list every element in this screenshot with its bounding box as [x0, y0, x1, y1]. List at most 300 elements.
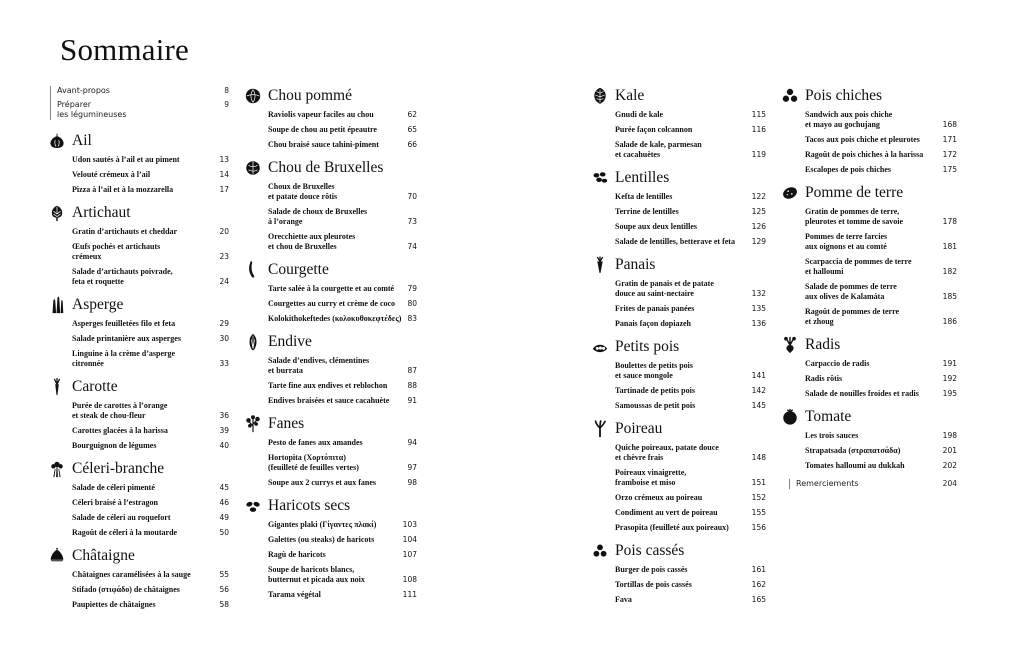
recipe-entry-title: Fava [615, 595, 632, 604]
recipe-entry-title: Salade de céleri pimenté [72, 483, 155, 492]
recipe-entry-title: Boulettes de petits pois et sauce mongole [615, 361, 693, 380]
recipe-entry-page-number: 111 [402, 590, 417, 599]
toc-section [47, 295, 229, 369]
section-heading [780, 407, 957, 427]
recipe-entry-title: Orecchiette aux pleurotes et chou de Bruxelles [268, 232, 356, 251]
section-heading [47, 295, 229, 315]
recipe-entry [615, 207, 766, 217]
section-name: Pois cassés [615, 542, 685, 559]
recipe-entry [268, 550, 417, 560]
recipe-entry [615, 304, 766, 314]
section-name: Asperge [72, 296, 124, 313]
section-name: Radis [805, 336, 841, 353]
recipe-entry-page-number: 201 [942, 446, 957, 455]
radish-icon [780, 335, 800, 355]
recipe-entry [268, 232, 417, 252]
recipe-entry-page-number: 45 [219, 483, 229, 492]
recipe-entry-title: Soupe aux deux lentilles [615, 222, 698, 231]
recipe-entry-title: Pommes de terre farcies aux oignons et au comté [805, 232, 888, 251]
recipe-entry-page-number: 202 [942, 461, 957, 470]
recipe-entry-page-number: 148 [751, 453, 766, 462]
peas-icon [590, 337, 610, 357]
front-matter-entry [57, 86, 229, 96]
recipe-entry-title: Gratin de panais et de patate douce au saint-nectaire [615, 279, 714, 298]
recipe-entry-page-number: 125 [751, 207, 766, 216]
recipe-entry-page-number: 129 [751, 237, 766, 246]
recipe-entry [268, 565, 417, 585]
recipe-entry-title: Tarte salée à la courgette et au comté [268, 284, 395, 293]
back-matter [789, 479, 957, 489]
front-matter-entry-page-number: 9 [224, 100, 229, 109]
recipe-entry [615, 192, 766, 202]
recipe-entry-title: Kefta de lentilles [615, 192, 673, 201]
section-name: Lentilles [615, 169, 670, 186]
recipe-entry [72, 185, 229, 195]
recipe-entry-page-number: 80 [407, 299, 417, 308]
recipe-entry-title: Ragù de haricots [268, 550, 326, 559]
recipe-entry [615, 493, 766, 503]
recipe-entry-page-number: 107 [402, 550, 417, 559]
recipe-entry-title: Salade de céleri au roquefort [72, 513, 171, 522]
recipe-entry-title: Salade de pommes de terre aux olives de Kalamáta [805, 282, 897, 301]
kale-icon [590, 86, 610, 106]
toc-section [47, 377, 229, 451]
back-matter-entry [796, 479, 957, 489]
recipe-entry-page-number: 135 [751, 304, 766, 313]
recipe-entry-page-number: 91 [407, 396, 417, 405]
recipe-entry [268, 125, 417, 135]
recipe-entry-title: Bourguignon de légumes [72, 441, 157, 450]
tomato-icon [780, 407, 800, 427]
celery-icon [47, 459, 67, 479]
recipe-entry [268, 438, 417, 448]
recipe-entry [268, 284, 417, 294]
front-matter-entry-page-number: 8 [224, 86, 229, 95]
recipe-entry-page-number: 151 [751, 478, 766, 487]
toc-section [590, 337, 766, 411]
recipe-entry-page-number: 161 [751, 565, 766, 574]
recipe-entry [615, 279, 766, 299]
toc-section [590, 541, 766, 605]
potato-icon [780, 183, 800, 203]
recipe-entry-title: Gnudi de kale [615, 110, 664, 119]
recipe-entry-title: Œufs pochés et artichauts crémeux [72, 242, 161, 261]
front-matter-entry-title: Préparer les légumineuses [57, 100, 127, 119]
section-heading [243, 158, 417, 178]
recipe-entry-page-number: 152 [751, 493, 766, 502]
toc-section [590, 255, 766, 329]
recipe-entry-title: Soupe de chou au petit épeautre [268, 125, 377, 134]
recipe-entry [615, 443, 766, 463]
recipe-entry-page-number: 66 [407, 140, 417, 149]
recipe-entry-title: Terrine de lentilles [615, 207, 679, 216]
recipe-entry-page-number: 168 [942, 120, 957, 129]
recipe-entry-title: Prasopita (feuilleté aux poireaux) [615, 523, 729, 532]
recipe-entry-title: Frites de panais panées [615, 304, 695, 313]
recipe-entry-title: Ragoût de pommes de terre et zhoug [805, 307, 900, 326]
recipe-entry-title: Strapatsada (στραπατσάδα) [805, 446, 901, 455]
recipe-entry-title: Ragoût de céleri à la moutarde [72, 528, 178, 537]
recipe-entry-page-number: 83 [407, 314, 417, 323]
recipe-entry-title: Quiche poireaux, patate douce et chèvre frais [615, 443, 719, 462]
section-heading [243, 260, 417, 280]
recipe-entry [268, 396, 417, 406]
recipe-entry-title: Kolokithokeftedes (κολοκυθοκεφτέδες) [268, 314, 402, 323]
recipe-entry-title: Linguine à la crème d’asperge citronnée [72, 349, 176, 368]
toc-column-1 [47, 86, 229, 618]
recipe-entry [615, 580, 766, 590]
recipe-entry-page-number: 39 [219, 426, 229, 435]
recipe-entry [615, 565, 766, 575]
recipe-entry-title: Scarpaccia de pommes de terre et halloumi [805, 257, 912, 276]
section-heading [590, 168, 766, 188]
section-name: Fanes [268, 415, 305, 432]
toc-section [780, 407, 957, 471]
recipe-entry [268, 381, 417, 391]
recipe-entry-page-number: 136 [751, 319, 766, 328]
recipe-entry [805, 389, 957, 399]
recipe-entry-title: Tomates halloumi au dukkah [805, 461, 905, 470]
section-heading [47, 131, 229, 151]
recipe-entry [72, 334, 229, 344]
carrot-icon [47, 377, 67, 397]
recipe-entry-title: Samoussas de petit pois [615, 401, 696, 410]
recipe-entry-page-number: 186 [942, 317, 957, 326]
recipe-entry [805, 150, 957, 160]
recipe-entry-page-number: 50 [219, 528, 229, 537]
recipe-entry [805, 374, 957, 384]
recipe-entry-page-number: 98 [407, 478, 417, 487]
recipe-entry-page-number: 132 [751, 289, 766, 298]
recipe-entry [615, 401, 766, 411]
toc-section [243, 414, 417, 488]
toc-section [243, 496, 417, 600]
toc-section [780, 335, 957, 399]
recipe-entry-title: Salade de kale, parmesan et cacahuètes [615, 140, 702, 159]
recipe-entry-title: Salade printanière aux asperges [72, 334, 181, 343]
recipe-entry [615, 361, 766, 381]
recipe-entry-title: Udon sautés à l’ail et au piment [72, 155, 180, 164]
recipe-entry [72, 585, 229, 595]
recipe-entry [268, 356, 417, 376]
recipe-entry-title: Salade d’endives, clémentines et burrata [268, 356, 370, 375]
section-heading [47, 546, 229, 566]
recipe-entry-title: Céleri braisé à l’estragon [72, 498, 158, 507]
recipe-entry-page-number: 36 [219, 411, 229, 420]
recipe-entry [805, 110, 957, 130]
section-name: Poireau [615, 420, 663, 437]
section-name: Courgette [268, 261, 329, 278]
recipe-entry [268, 182, 417, 202]
recipe-entry-page-number: 74 [407, 242, 417, 251]
recipe-entry-title: Hortopita (Χορτόπιτα) (feuilleté de feuilles vertes) [268, 453, 359, 472]
recipe-entry-page-number: 191 [942, 359, 957, 368]
section-name: Tomate [805, 408, 852, 425]
zucchini-icon [243, 260, 263, 280]
recipe-entry [72, 349, 229, 369]
recipe-entry-title: Poireaux vinaigrette, framboise et miso [615, 468, 687, 487]
section-name: Pois chiches [805, 87, 883, 104]
page-title: Sommaire [60, 32, 190, 67]
recipe-entry-page-number: 175 [942, 165, 957, 174]
section-name: Châtaigne [72, 547, 135, 564]
recipe-entry [615, 319, 766, 329]
recipe-entry-title: Carpaccio de radis [805, 359, 870, 368]
recipe-entry [268, 110, 417, 120]
toc-section [590, 419, 766, 533]
recipe-entry [615, 508, 766, 518]
recipe-entry [72, 426, 229, 436]
toc-section [590, 86, 766, 160]
recipe-entry-title: Sandwich aux pois chiche et mayo au gochujang [805, 110, 893, 129]
toc-section [47, 203, 229, 287]
toc-section [47, 546, 229, 610]
section-heading [590, 337, 766, 357]
recipe-entry [72, 319, 229, 329]
recipe-entry-page-number: 49 [219, 513, 229, 522]
recipe-entry-page-number: 94 [407, 438, 417, 447]
recipe-entry-title: Tarte fine aux endives et reblochon [268, 381, 388, 390]
toc-section [780, 86, 957, 175]
recipe-entry-page-number: 155 [751, 508, 766, 517]
recipe-entry-page-number: 24 [219, 277, 229, 286]
section-name: Haricots secs [268, 497, 351, 514]
recipe-entry-title: Escalopes de pois chiches [805, 165, 892, 174]
recipe-entry [805, 431, 957, 441]
garlic-icon [47, 131, 67, 151]
recipe-entry-title: Gigantes plaki (Γίγαντες πλακί) [268, 520, 377, 529]
recipe-entry-page-number: 87 [407, 366, 417, 375]
recipe-entry-page-number: 79 [407, 284, 417, 293]
recipe-entry-title: Condiment au vert de poireau [615, 508, 718, 517]
recipe-entry [805, 446, 957, 456]
recipe-entry-title: Salade de lentilles, betterave et feta [615, 237, 735, 246]
toc-column-2 [243, 86, 417, 608]
toc-section [243, 86, 417, 150]
leek-icon [590, 419, 610, 439]
recipe-entry-page-number: 65 [407, 125, 417, 134]
back-matter-entry-page-number: 204 [942, 479, 957, 488]
recipe-entry-title: Burger de pois cassés [615, 565, 688, 574]
recipe-entry-page-number: 122 [751, 192, 766, 201]
recipe-entry-page-number: 119 [751, 150, 766, 159]
recipe-entry-title: Tartinade de petits pois [615, 386, 695, 395]
section-heading [243, 332, 417, 352]
recipe-entry [268, 590, 417, 600]
endive-icon [243, 332, 263, 352]
recipe-entry-page-number: 142 [751, 386, 766, 395]
recipe-entry [72, 267, 229, 287]
recipe-entry-title: Tortillas de pois cassés [615, 580, 692, 589]
section-heading [780, 86, 957, 106]
recipe-entry-page-number: 14 [219, 170, 229, 179]
recipe-entry [615, 110, 766, 120]
recipe-entry-page-number: 165 [751, 595, 766, 604]
recipe-entry [268, 314, 417, 324]
section-name: Chou de Bruxelles [268, 159, 384, 176]
recipe-entry [268, 520, 417, 530]
section-heading [47, 459, 229, 479]
lentils-icon [590, 168, 610, 188]
recipe-entry-title: Ragoût de pois chiches à la harissa [805, 150, 924, 159]
section-name: Ail [72, 132, 92, 149]
recipe-entry-page-number: 56 [219, 585, 229, 594]
recipe-entry-page-number: 33 [219, 359, 229, 368]
recipe-entry-page-number: 192 [942, 374, 957, 383]
section-heading [780, 183, 957, 203]
section-heading [243, 414, 417, 434]
recipe-entry [72, 498, 229, 508]
recipe-entry [805, 307, 957, 327]
recipe-entry [615, 140, 766, 160]
section-name: Céleri-branche [72, 460, 165, 477]
recipe-entry-page-number: 13 [219, 155, 229, 164]
chickpeas-icon [780, 86, 800, 106]
recipe-entry-page-number: 17 [219, 185, 229, 194]
recipe-entry [805, 135, 957, 145]
recipe-entry [72, 483, 229, 493]
section-heading [590, 541, 766, 561]
recipe-entry [72, 513, 229, 523]
recipe-entry-page-number: 29 [219, 319, 229, 328]
recipe-entry-page-number: 23 [219, 252, 229, 261]
recipe-entry-title: Choux de Bruxelles et patate douce rôtis [268, 182, 338, 201]
recipe-entry [268, 299, 417, 309]
recipe-entry [72, 242, 229, 262]
recipe-entry-page-number: 20 [219, 227, 229, 236]
section-name: Pomme de terre [805, 184, 904, 201]
recipe-entry [72, 570, 229, 580]
brussels-sprout-icon [243, 158, 263, 178]
recipe-entry [72, 155, 229, 165]
recipe-entry [72, 600, 229, 610]
recipe-entry-title: Endives braisées et sauce cacahuète [268, 396, 390, 405]
recipe-entry-title: Soupe de haricots blancs, butternut et picada aux noix [268, 565, 365, 584]
recipe-entry-page-number: 104 [402, 535, 417, 544]
section-heading [47, 377, 229, 397]
recipe-entry-title: Courgettes au curry et crème de coco [268, 299, 396, 308]
recipe-entry-title: Carottes glacées à la harissa [72, 426, 168, 435]
split-peas-icon [590, 541, 610, 561]
toc-section [47, 131, 229, 195]
front-matter [50, 86, 229, 120]
recipe-entry-title: Stifado (στιφάδο) de châtaignes [72, 585, 180, 594]
recipe-entry-title: Orzo crémeux au poireau [615, 493, 703, 502]
recipe-entry-page-number: 181 [942, 242, 957, 251]
recipe-entry-page-number: 182 [942, 267, 957, 276]
recipe-entry-title: Salade de choux de Bruxelles à l’orange [268, 207, 368, 226]
recipe-entry-page-number: 55 [219, 570, 229, 579]
recipe-entry [805, 359, 957, 369]
recipe-entry-page-number: 141 [751, 371, 766, 380]
recipe-entry-title: Purée façon colcannon [615, 125, 693, 134]
section-heading [590, 86, 766, 106]
recipe-entry-title: Gratin d’artichauts et cheddar [72, 227, 178, 236]
recipe-entry-page-number: 171 [942, 135, 957, 144]
section-name: Panais [615, 256, 656, 273]
toc-column-3 [590, 86, 766, 613]
toc-section [47, 459, 229, 538]
recipe-entry-title: Tacos aux pois chiche et pleurotes [805, 135, 920, 144]
recipe-entry-title: Soupe aux 2 currys et aux fanes [268, 478, 377, 487]
toc-section [780, 183, 957, 327]
recipe-entry [72, 441, 229, 451]
recipe-entry-page-number: 145 [751, 401, 766, 410]
section-heading [243, 86, 417, 106]
recipe-entry-page-number: 103 [402, 520, 417, 529]
recipe-entry [268, 453, 417, 473]
back-matter-entry-title: Remerciements [796, 479, 859, 488]
recipe-entry-page-number: 58 [219, 600, 229, 609]
recipe-entry-title: Panais façon dopiazeh [615, 319, 692, 328]
recipe-entry-title: Paupiettes de châtaignes [72, 600, 156, 609]
section-name: Kale [615, 87, 645, 104]
recipe-entry-title: Asperges feuilletées filo et feta [72, 319, 176, 328]
recipe-entry-page-number: 30 [219, 334, 229, 343]
recipe-entry-page-number: 70 [407, 192, 417, 201]
section-name: Chou pommé [268, 87, 352, 104]
recipe-entry [615, 125, 766, 135]
asparagus-icon [47, 295, 67, 315]
recipe-entry-page-number: 156 [751, 523, 766, 532]
recipe-entry-page-number: 62 [407, 110, 417, 119]
recipe-entry [615, 386, 766, 396]
section-heading [243, 496, 417, 516]
recipe-entry-title: Les trois sauces [805, 431, 859, 440]
recipe-entry [805, 165, 957, 175]
parsnip-icon [590, 255, 610, 275]
recipe-entry-title: Salade de nouilles froides et radis [805, 389, 919, 398]
recipe-entry [268, 207, 417, 227]
toc-section [243, 332, 417, 406]
recipe-entry-title: Tarama végétal [268, 590, 321, 599]
front-matter-entry [57, 100, 229, 120]
recipe-entry-page-number: 178 [942, 217, 957, 226]
recipe-entry-page-number: 97 [407, 463, 417, 472]
recipe-entry [615, 222, 766, 232]
recipe-entry [615, 237, 766, 247]
artichoke-icon [47, 203, 67, 223]
section-heading [590, 255, 766, 275]
recipe-entry-title: Pesto de fanes aux amandes [268, 438, 363, 447]
toc-section [243, 260, 417, 324]
recipe-entry-page-number: 40 [219, 441, 229, 450]
recipe-entry [615, 468, 766, 488]
chestnut-icon [47, 546, 67, 566]
recipe-entry [72, 401, 229, 421]
recipe-entry [805, 257, 957, 277]
recipe-entry-title: Salade d’artichauts poivrade, feta et roquette [72, 267, 173, 286]
recipe-entry [72, 227, 229, 237]
recipe-entry-page-number: 126 [751, 222, 766, 231]
recipe-entry [268, 535, 417, 545]
recipe-entry-page-number: 116 [751, 125, 766, 134]
recipe-entry-title: Châtaignes caramélisées à la sauge [72, 570, 191, 579]
recipe-entry [72, 170, 229, 180]
cabbage-icon [243, 86, 263, 106]
section-heading [47, 203, 229, 223]
recipe-entry-page-number: 73 [407, 217, 417, 226]
dry-beans-icon [243, 496, 263, 516]
recipe-entry-title: Raviolis vapeur faciles au chou [268, 110, 374, 119]
toc-section [243, 158, 417, 252]
recipe-entry [615, 595, 766, 605]
section-name: Petits pois [615, 338, 680, 355]
recipe-entry-title: Velouté crémeux à l’ail [72, 170, 151, 179]
recipe-entry-page-number: 185 [942, 292, 957, 301]
recipe-entry [805, 232, 957, 252]
recipe-entry-page-number: 172 [942, 150, 957, 159]
